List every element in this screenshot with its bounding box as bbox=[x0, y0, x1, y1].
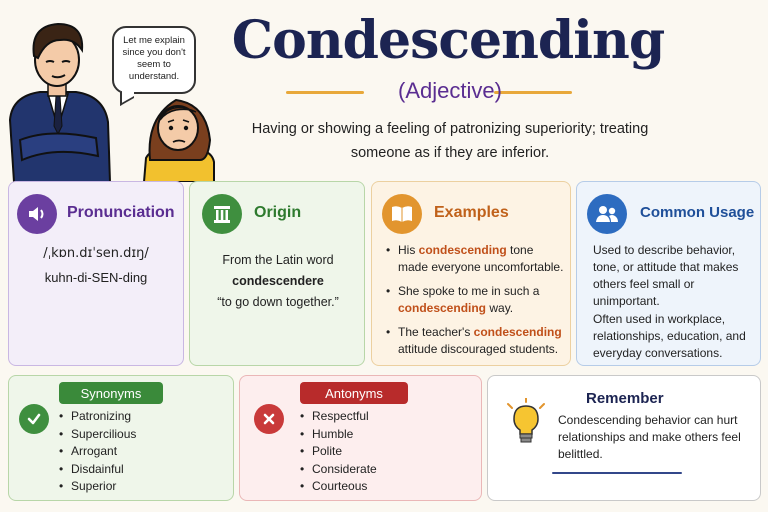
list-item: • Patronizing bbox=[59, 408, 136, 426]
origin-text bbox=[198, 250, 358, 313]
x-icon bbox=[254, 404, 284, 434]
list-item: • Disdainful bbox=[59, 461, 136, 479]
list-item: • Arrogant bbox=[59, 443, 136, 461]
people-icon bbox=[587, 194, 627, 234]
common-usage-title: Common Usage bbox=[640, 204, 755, 221]
common-usage-card bbox=[576, 181, 761, 366]
column-icon bbox=[202, 194, 242, 234]
synonyms-card bbox=[8, 375, 234, 501]
origin-card bbox=[189, 181, 365, 366]
antonyms-card bbox=[239, 375, 482, 501]
book-icon bbox=[382, 194, 422, 234]
decorative-underline bbox=[552, 472, 682, 474]
origin-line: From the Latin word bbox=[222, 253, 334, 267]
examples-list bbox=[386, 242, 566, 365]
examples-title: Examples bbox=[434, 204, 509, 221]
synonyms-label: Synonyms bbox=[59, 382, 163, 404]
antonyms-list bbox=[300, 408, 377, 496]
list-item: • Considerate bbox=[300, 461, 377, 479]
part-of-speech: (Adjective) bbox=[398, 78, 502, 103]
remember-card bbox=[487, 375, 761, 501]
check-icon bbox=[19, 404, 49, 434]
origin-word: condescendere bbox=[232, 274, 324, 288]
examples-card bbox=[371, 181, 571, 366]
antonyms-label: Antonyms bbox=[300, 382, 408, 404]
origin-meaning: “to go down together.” bbox=[217, 295, 339, 309]
list-item: • Polite bbox=[300, 443, 377, 461]
list-item: • Courteous bbox=[300, 478, 377, 496]
definition-text: Having or showing a feeling of patronizing superiority; treating someone as if they are inferior. bbox=[251, 121, 649, 161]
origin-title: Origin bbox=[254, 204, 302, 221]
list-item: • Respectful bbox=[300, 408, 377, 426]
phonetic-spelling: kuhn-di-SEN-ding bbox=[44, 270, 148, 285]
speech-bubble: Let me explain since you don't seem to understand. bbox=[112, 26, 196, 94]
synonyms-list bbox=[59, 408, 136, 496]
list-item: • Supercilious bbox=[59, 426, 136, 444]
characters-illustration bbox=[0, 0, 230, 182]
speaker-icon bbox=[17, 194, 57, 234]
list-item: • She spoke to me in such a condescending way. bbox=[386, 283, 566, 317]
lightbulb-icon bbox=[506, 398, 546, 446]
pronunciation-title: Pronunciation bbox=[67, 204, 175, 221]
usage-description: Used to describe behavior, tone, or attitude that makes others feel small or unimportant. bbox=[593, 243, 739, 308]
list-item: • Humble bbox=[300, 426, 377, 444]
pronunciation-card bbox=[8, 181, 184, 366]
ipa-transcription: /ˌkɒn.dɪˈsen.dɪŋ/ bbox=[43, 246, 149, 261]
usage-contexts: Often used in workplace, relationships, education, and everyday conversations. bbox=[593, 312, 746, 360]
list-item: • The teacher's condescending attitude discouraged students. bbox=[386, 324, 566, 358]
remember-title: Remember bbox=[586, 390, 664, 407]
girl-figure bbox=[144, 100, 214, 182]
list-item: • His condescending tone made everyone uncomfortable. bbox=[386, 242, 566, 276]
page-title: Condescending bbox=[231, 10, 665, 71]
list-item: • Superior bbox=[59, 478, 136, 496]
remember-text: Condescending behavior can hurt relationships and make others feel belittled. bbox=[558, 413, 741, 461]
man-figure bbox=[10, 24, 110, 182]
